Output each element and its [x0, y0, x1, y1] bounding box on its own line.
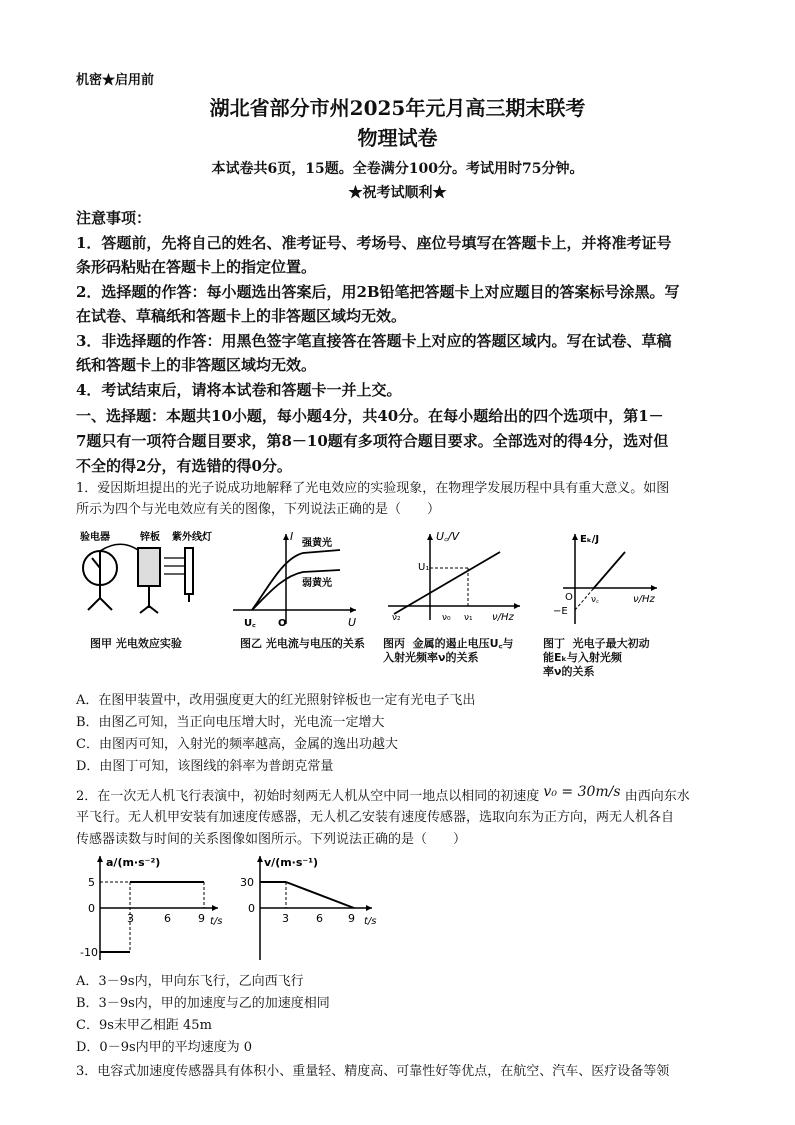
notes-line: 1．答题前，先将自己的姓名、准考证号、考场号、座位号填写在答题卡上，并将准考证号	[76, 234, 672, 252]
notes-line: 3．非选择题的作答：用黑色签字笔直接答在答题卡上对应的答题区域内。写在试卷、草稿	[76, 332, 672, 350]
notes-line: 条形码粘贴在答题卡上的指定位置。	[76, 258, 317, 276]
q1-option-a: A．在图甲装置中，改用强度更大的红光照射锌板也一定有光电子飞出	[76, 693, 476, 708]
fig-c-caption: 图丙 金属的遏止电压U꜀与 入射光频率ν的关系	[383, 637, 514, 664]
q2-stem: 平飞行。无人机甲安装有加速度传感器，无人机乙安装有速度传感器，选取向东为正方向，两无人机各自	[76, 810, 675, 825]
a-tick-neg10: -10	[80, 946, 98, 959]
u1-label: U₁	[418, 562, 430, 573]
current-voltage-graph	[228, 528, 363, 633]
graph-b-x: U	[348, 616, 357, 629]
q1-option-d: D．由图丁可知，该图线的斜率为普朗克常量	[76, 759, 334, 774]
v1-label: ν₁	[464, 613, 473, 623]
kinetic-energy-graph	[545, 528, 665, 633]
exam-wish: ★祝考试顺利★	[348, 185, 447, 201]
weak-light-label: 弱黄光	[302, 578, 332, 589]
photoelectric-apparatus-figure	[80, 528, 230, 633]
notes-line: 2．选择题的作答：每小题选出答案后，用2B铅笔把答题卡上对应题目的答案标号涂黑。写	[76, 283, 680, 301]
notes-line: 在试卷、草稿纸和答题卡上的非答题区域均无效。	[76, 307, 407, 325]
a-tick-3: 3	[127, 912, 134, 925]
a-tick-5: 5	[88, 876, 95, 889]
a-tick-0: 0	[88, 902, 95, 915]
section-intro: 7题只有一项符合题目要求，第8－10题有多项符合题目要求。全部选对的得4分，选对但	[76, 432, 669, 450]
velocity-time-graph	[230, 852, 380, 964]
notes-line: 纸和答题卡上的非答题区域均无效。	[76, 356, 317, 374]
exam-info: 本试卷共6页，15题。全卷满分100分。考试用时75分钟。	[211, 161, 584, 177]
a-graph-ylabel: a/(m·s⁻²)	[106, 856, 161, 869]
a-tick-6: 6	[164, 912, 171, 925]
strong-light-label: 强黄光	[302, 538, 332, 549]
notes-heading: 注意事项：	[76, 209, 152, 227]
v-tick-30: 30	[240, 876, 254, 889]
q3-stem: 3．电容式加速度传感器具有体积小、重量轻、精度高、可靠性好等优点，在航空、汽车、医疗设备等领	[76, 1064, 670, 1079]
v-graph-ylabel: v/(m·s⁻¹)	[264, 856, 319, 869]
zinc-label: 锌板	[140, 532, 160, 543]
stopping-voltage-graph	[380, 528, 530, 633]
secret-label: 机密★启用前	[76, 73, 155, 88]
q2-stem-line1	[76, 784, 690, 806]
q1-option-b: B．由图乙可知，当正向电压增大时，光电流一定增大	[76, 715, 385, 730]
v-tick-0: 0	[248, 902, 255, 915]
q1-option-c: C．由图丙可知，入射光的频率越高，金属的逸出功越大	[76, 737, 398, 752]
fig-b-caption: 图乙 光电流与电压的关系	[240, 637, 365, 650]
graph-c-x: ν/Hz	[492, 612, 514, 623]
v-graph-xlabel: t/s	[364, 916, 377, 927]
uc-label: U꜀	[244, 618, 256, 629]
v-tick-6: 6	[316, 912, 323, 925]
q2-stem-part: 2．在一次无人机飞行表演中，初始时刻两无人机从空中同一地点以相同的初速度	[76, 789, 540, 804]
section-intro: 一、选择题：本题共10小题，每小题4分，共40分。在每小题给出的四个选项中，第1－	[76, 407, 664, 425]
v-tick-9: 9	[348, 912, 355, 925]
origin-label: O	[278, 618, 287, 629]
q2-option-c: C．9s末甲乙相距 45m	[76, 1018, 212, 1033]
exam-title: 湖北省部分市州2025年元月高三期末联考	[209, 96, 586, 120]
notes-line: 4．考试结束后，请将本试卷和答题卡一并上交。	[76, 381, 402, 399]
q2-stem: 传感器读数与时间的关系图像如图所示。下列说法正确的是（ ）	[76, 832, 467, 847]
fig-d-caption: 图丁 光电子最大初动 能Eₖ与入射光频 率ν的关系	[543, 637, 650, 678]
q2-stem-part: 由西向东水	[624, 789, 690, 804]
section-intro: 不全的得2分，有选错的得0分。	[76, 457, 292, 475]
graph-d-y: Eₖ/J	[580, 534, 600, 545]
vc-label: ν꜀	[591, 595, 600, 605]
electroscope-label: 验电器	[80, 532, 110, 543]
q2-option-b: B．3－9s内，甲的加速度与乙的加速度相同	[76, 996, 330, 1011]
q2-option-d: D．0－9s内甲的平均速度为 0	[76, 1040, 253, 1055]
v0-label: ν₀	[442, 613, 451, 623]
graph-d-x: ν/Hz	[633, 594, 655, 605]
v-tick-3: 3	[282, 912, 289, 925]
a-tick-9: 9	[198, 912, 205, 925]
q2-option-a: A．3－9s内，甲向东飞行，乙向西飞行	[76, 974, 304, 989]
q2-v0: v₀ = 30m/s	[543, 784, 621, 800]
v2-label: ν₂	[392, 613, 401, 623]
q1-stem: 所示为四个与光电效应有关的图像，下列说法正确的是（ ）	[76, 502, 441, 517]
graph-d-origin: O	[565, 592, 573, 603]
graph-b-y: I	[290, 530, 294, 543]
a-graph-xlabel: t/s	[210, 916, 223, 927]
graph-c-y: U꜀/V	[436, 530, 460, 543]
exam-subject: 物理试卷	[357, 126, 438, 150]
fig-a-caption: 图甲 光电效应实验	[90, 637, 182, 650]
q1-stem: 1．爱因斯坦提出的光子说成功地解释了光电效应的实验现象，在物理学发展历程中具有重大意义。如图	[76, 481, 670, 496]
acceleration-time-graph	[78, 852, 228, 964]
lamp-label: 紫外线灯	[172, 532, 212, 543]
neg-e-label: −E	[553, 606, 568, 617]
